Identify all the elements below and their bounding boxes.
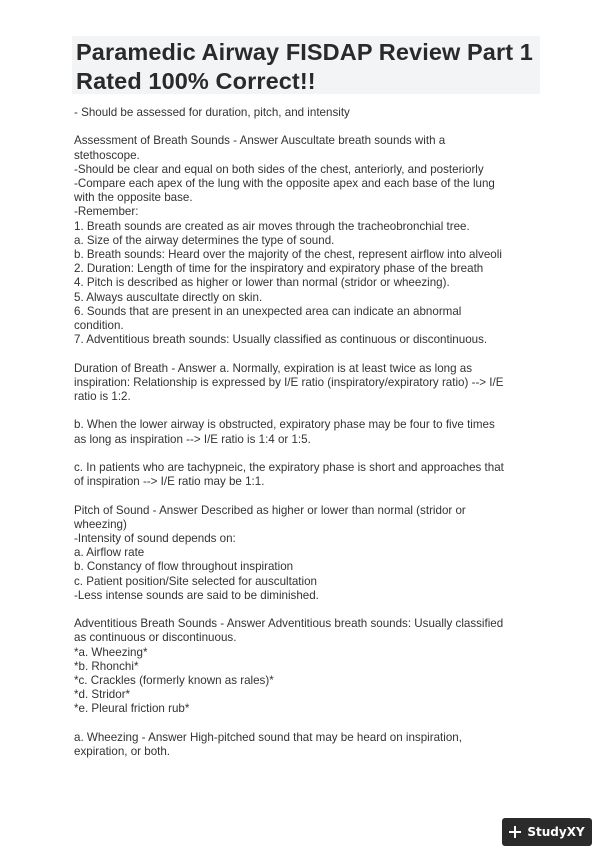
text-line: stethoscope. bbox=[74, 148, 140, 162]
text-line: a. Wheezing - Answer High-pitched sound that may be heard on inspiration, bbox=[74, 730, 462, 744]
text-line: ratio is 1:2. bbox=[74, 390, 131, 404]
text-line: a. Size of the airway determines the type of sound. bbox=[74, 233, 335, 247]
text-line: as continuous or discontinuous. bbox=[74, 631, 237, 645]
text-line: Pitch of Sound - Answer Described as higher or lower than normal (stridor or bbox=[74, 503, 466, 517]
badge-label: StudyXY bbox=[527, 825, 585, 839]
text-line: wheezing) bbox=[74, 517, 127, 531]
text-line: expiration, or both. bbox=[74, 745, 171, 759]
studyxy-badge[interactable] bbox=[502, 818, 592, 846]
text-line: 1. Breath sounds are created as air moves through the tracheobronchial tree. bbox=[74, 219, 470, 233]
text-line: *c. Crackles (formerly known as rales)* bbox=[74, 674, 274, 688]
text-line: of inspiration --> I/E ratio may be 1:1. bbox=[74, 475, 265, 489]
text-line: - Should be assessed for duration, pitch, and intensity bbox=[74, 106, 350, 119]
text-line: b. Constancy of flow throughout inspiration bbox=[74, 560, 294, 574]
text-line: -Less intense sounds are said to be diminished. bbox=[74, 588, 319, 602]
text-line: -Remember: bbox=[74, 205, 139, 219]
text-line: *d. Stridor* bbox=[74, 688, 131, 702]
text-line: Adventitious Breath Sounds - Answer Adventitious breath sounds: Usually classified bbox=[74, 617, 504, 631]
text-line: -Intensity of sound depends on: bbox=[74, 532, 236, 546]
paragraph-gap bbox=[74, 404, 544, 418]
plus-icon bbox=[509, 826, 521, 838]
text-line: -Should be clear and equal on both sides of the chest, anteriorly, and posteriorly bbox=[74, 162, 484, 176]
text-line: *b. Rhonchi* bbox=[74, 659, 139, 673]
text-line: as long as inspiration --> I/E ratio is 1:4 or 1:5. bbox=[74, 432, 311, 446]
paragraph-gap bbox=[74, 120, 544, 134]
paragraph-gap bbox=[74, 603, 544, 617]
text-line: Duration of Breath - Answer a. Normally, expiration is at least twice as long as bbox=[74, 361, 473, 375]
paragraph-gap bbox=[74, 489, 544, 503]
text-line: 6. Sounds that are present in an unexpected area can indicate an abnormal bbox=[74, 304, 462, 318]
text-line: 5. Always auscultate directly on skin. bbox=[74, 290, 263, 304]
paragraph-gap bbox=[74, 717, 544, 731]
text-line: a. Airflow rate bbox=[74, 546, 145, 560]
text-line: -Compare each apex of the lung with the opposite apex and each base of the lung bbox=[74, 177, 495, 190]
text-line: 7. Adventitious breath sounds: Usually classified as continuous or discontinuous. bbox=[74, 333, 488, 347]
paragraph-gap bbox=[74, 347, 544, 361]
text-line: b. When the lower airway is obstructed, expiratory phase may be four to five times bbox=[74, 418, 495, 432]
text-line: 4. Pitch is described as higher or lower than normal (stridor or wheezing). bbox=[74, 276, 450, 290]
text-line: c. In patients who are tachypneic, the expiratory phase is short and approaches that bbox=[74, 461, 504, 475]
document-body bbox=[74, 106, 544, 759]
text-line: inspiration: Relationship is expressed by I/E ratio (inspiratory/expiratory ratio) --> I/E bbox=[74, 375, 504, 389]
text-line: with the opposite base. bbox=[74, 191, 193, 205]
title-box bbox=[72, 36, 540, 94]
text-line: b. Breath sounds: Heard over the majority of the chest, represent airflow into alveoli bbox=[74, 248, 502, 262]
text-line: c. Patient position/Site selected for auscultation bbox=[74, 574, 317, 588]
text-line: 2. Duration: Length of time for the inspiratory and expiratory phase of the breath bbox=[74, 262, 484, 276]
text-line: *a. Wheezing* bbox=[74, 645, 148, 659]
text-line: Assessment of Breath Sounds - Answer Auscultate breath sounds with a bbox=[74, 134, 446, 148]
document-title: Paramedic Airway FISDAP Review Part 1 Rated 100% Correct!! bbox=[76, 39, 533, 94]
text-line: condition. bbox=[74, 319, 124, 333]
text-line: *e. Pleural friction rub* bbox=[74, 702, 190, 716]
paragraph-gap bbox=[74, 447, 544, 461]
